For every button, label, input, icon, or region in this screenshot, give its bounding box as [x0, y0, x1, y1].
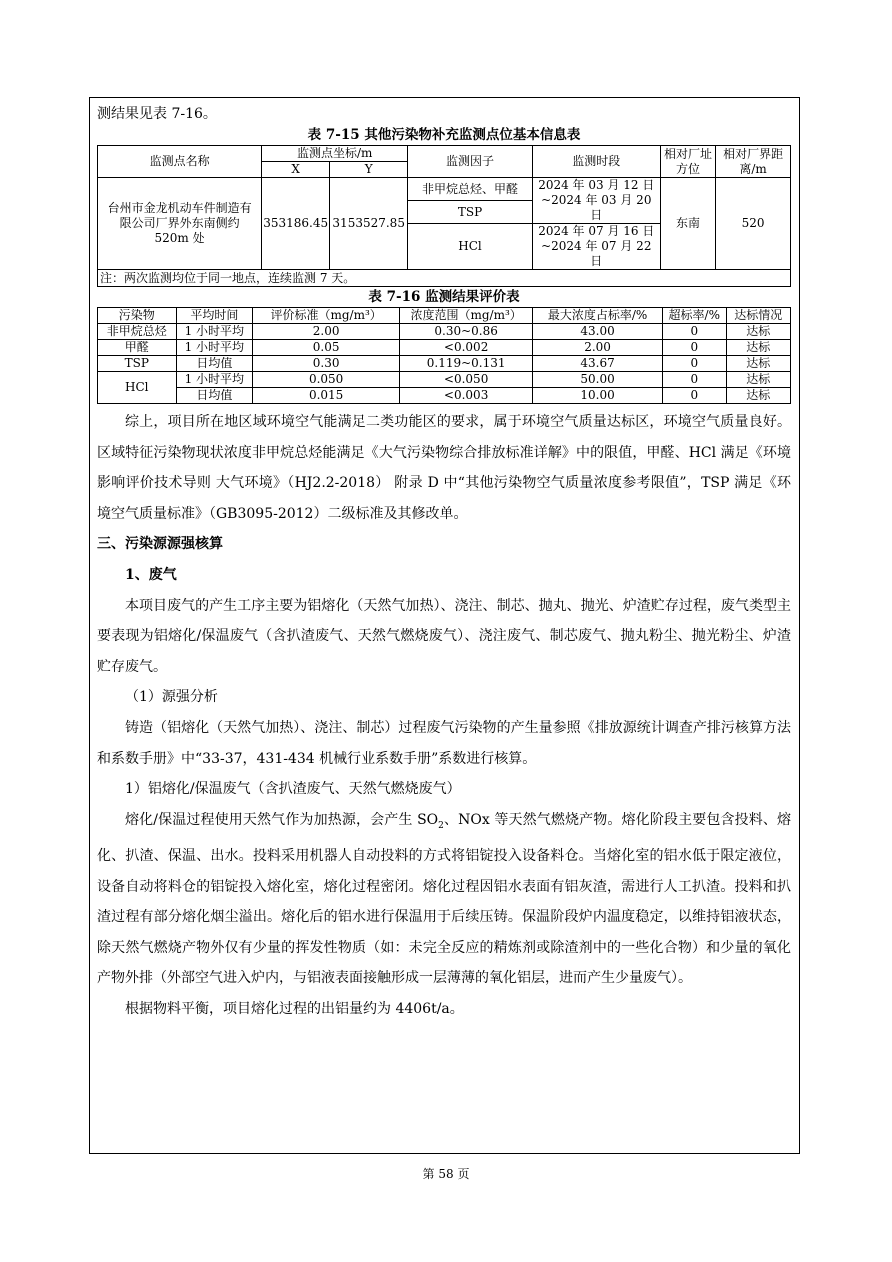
t15-h-distance: 相对厂界距离/m [716, 146, 791, 178]
t16-time: 日均值 [176, 356, 253, 372]
t15-h-direction: 相对厂址方位 [660, 146, 715, 178]
balance-paragraph: 根据物料平衡，项目熔化过程的出铝量约为 4406t/a。 [125, 1001, 464, 1018]
page-frame [89, 97, 800, 1154]
t15-h-point: 监测点名称 [98, 146, 262, 178]
t16-std: 0.05 [253, 340, 400, 356]
t15-direction: 东南 [660, 178, 715, 270]
t16-h-exceed: 超标率/% [663, 308, 726, 324]
t16-h-pollutant: 污染物 [98, 308, 177, 324]
t16-h-status: 达标情况 [726, 308, 791, 324]
t15-factor-3: HCl [408, 224, 533, 270]
table-16 [97, 307, 791, 404]
melting-paragraph [97, 805, 791, 994]
t15-distance: 520 [716, 178, 791, 270]
section-3-heading: 三、污染源源强核算 [97, 536, 223, 553]
t16-max: 10.00 [533, 388, 663, 404]
table-15-note: 注：两次监测均位于同一地点，连续监测 7 天。 [97, 270, 791, 287]
t16-range: 0.30~0.86 [400, 324, 533, 340]
t16-std: 2.00 [253, 324, 400, 340]
table-row [98, 372, 791, 388]
t15-factor-2: TSP [408, 201, 533, 224]
t16-exceed: 0 [663, 324, 726, 340]
table-row [98, 388, 791, 404]
process-paragraph: 本项目废气的产生工序主要为铝熔化（天然气加热）、浇注、制芯、抛丸、抛光、炉渣贮存过程，废气类型主要表现为铝熔化/保温废气（含扒渣废气、天然气燃烧废气）、浇注废气、制芯废气、抛丸粉尘、抛光粉尘、炉渣贮存废气。 [97, 597, 791, 675]
t15-x: 353186.45 [262, 178, 330, 270]
t15-period-2: 2024 年 07 月 16 日~2024 年 07 月 22 日 [532, 224, 660, 270]
table-row [98, 340, 791, 356]
t16-status: 达标 [726, 356, 791, 372]
table-16-caption: 表 7-16 监测结果评价表 [368, 289, 520, 305]
table-row [98, 324, 791, 340]
t16-pollutant: TSP [98, 356, 177, 372]
t16-max: 43.67 [533, 356, 663, 372]
page-content [97, 104, 791, 1025]
table-15-caption: 表 7-15 其他污染物补充监测点位基本信息表 [307, 127, 581, 143]
subsection-1-heading: 1、废气 [125, 566, 177, 583]
table-15 [97, 145, 791, 270]
t15-point-name: 台州市金龙机动车件制造有限公司厂界外东南侧约 520m 处 [98, 178, 262, 270]
t16-exceed: 0 [663, 388, 726, 404]
t15-y: 3153527.85 [330, 178, 408, 270]
t16-time: 1 小时平均 [176, 372, 253, 388]
t15-period-1: 2024 年 03 月 12 日~2024 年 03 月 20 日 [532, 178, 660, 224]
summary-paragraph: 综上，项目所在地区域环境空气能满足二类功能区的要求，属于环境空气质量达标区，环境空气质量良好。区域特征污染物现状浓度非甲烷总烃能满足《大气污染物综合排放标准详解》中的限值，甲醛、HCl 满足《环境影响评价技术导则 大气环境》（HJ2.2-2018） 附录 D 中“其他污染物空气质量浓度参考限值”，TSP 满足《环境空气质量标准》（GB3095-2012）二级标准及其修改单。 [97, 414, 791, 522]
t16-pollutant: 甲醛 [98, 340, 177, 356]
t16-time: 日均值 [176, 388, 253, 404]
t15-h-y: Y [330, 162, 408, 178]
t16-max: 43.00 [533, 324, 663, 340]
t16-range: <0.003 [400, 388, 533, 404]
t15-h-x: X [262, 162, 330, 178]
t16-exceed: 0 [663, 356, 726, 372]
t16-std: 0.015 [253, 388, 400, 404]
t15-h-factor: 监测因子 [408, 146, 533, 178]
table-row [98, 356, 791, 372]
t16-time: 1 小时平均 [176, 324, 253, 340]
t16-pollutant: 非甲烷总烃 [98, 324, 177, 340]
t16-std: 0.30 [253, 356, 400, 372]
item-1-1-heading: 1）铝熔化/保温废气（含扒渣废气、天然气燃烧废气） [125, 781, 461, 798]
melting-text-a: 熔化/保温过程使用天然气作为加热源，会产生 SO [125, 811, 439, 828]
t16-h-max: 最大浓度占标率/% [533, 308, 663, 324]
t16-h-std: 评价标准（mg/m³） [253, 308, 400, 324]
t16-range: <0.002 [400, 340, 533, 356]
t16-exceed: 0 [663, 340, 726, 356]
t15-factor-1: 非甲烷总烃、甲醛 [408, 178, 533, 201]
t16-std: 0.050 [253, 372, 400, 388]
t16-h-range: 浓度范围（mg/m³） [400, 308, 533, 324]
t16-pollutant: HCl [98, 372, 177, 404]
t15-h-period: 监测时段 [532, 146, 660, 178]
t16-status: 达标 [726, 324, 791, 340]
t16-max: 2.00 [533, 340, 663, 356]
t16-h-time: 平均时间 [176, 308, 253, 324]
so2-subscript: 2 [438, 820, 444, 831]
t16-max: 50.00 [533, 372, 663, 388]
melting-text-b: 、NOx 等天然气燃烧产物。熔化阶段主要包含投料、熔化、扒渣、保温、出水。投料采用机器人自动投料的方式将铝锭投入设备料仓。当熔化室的铝水低于限定液位，设备自动将料仓的铝锭投入熔化室，熔化过程密闭。熔化过程因铝水表面有铝灰渣，需进行人工扒渣。投料和扒渣过程有部分熔化烟尘溢出。熔化后的铝水进行保温用于后续压铸。保温阶段炉内温度稳定，以维持铝液状态，除天然气燃烧产物外仅有少量的挥发性物质（如：未完全反应的精炼剂或除渣剂中的一些化合物）和少量的氧化产物外排（外部空气进入炉内，与铝液表面接触形成一层薄薄的氧化铝层，进而产生少量废气）。 [97, 811, 792, 987]
intro-line: 测结果见表 7-16。 [97, 106, 217, 122]
t16-status: 达标 [726, 372, 791, 388]
page-number: 第 58 页 [422, 1167, 470, 1181]
method-paragraph: 铸造（铝熔化（天然气加热）、浇注、制芯）过程废气污染物的产生量参照《排放源统计调查产排污核算方法和系数手册》中“33-37，431-434 机械行业系数手册”系数进行核算。 [97, 719, 791, 767]
t16-status: 达标 [726, 388, 791, 404]
t15-h-coords: 监测点坐标/m [262, 146, 408, 162]
t16-status: 达标 [726, 340, 791, 356]
t16-time: 1 小时平均 [176, 340, 253, 356]
t16-exceed: 0 [663, 372, 726, 388]
item-1-heading: （1）源强分析 [125, 689, 218, 706]
t16-range: 0.119~0.131 [400, 356, 533, 372]
t16-range: <0.050 [400, 372, 533, 388]
